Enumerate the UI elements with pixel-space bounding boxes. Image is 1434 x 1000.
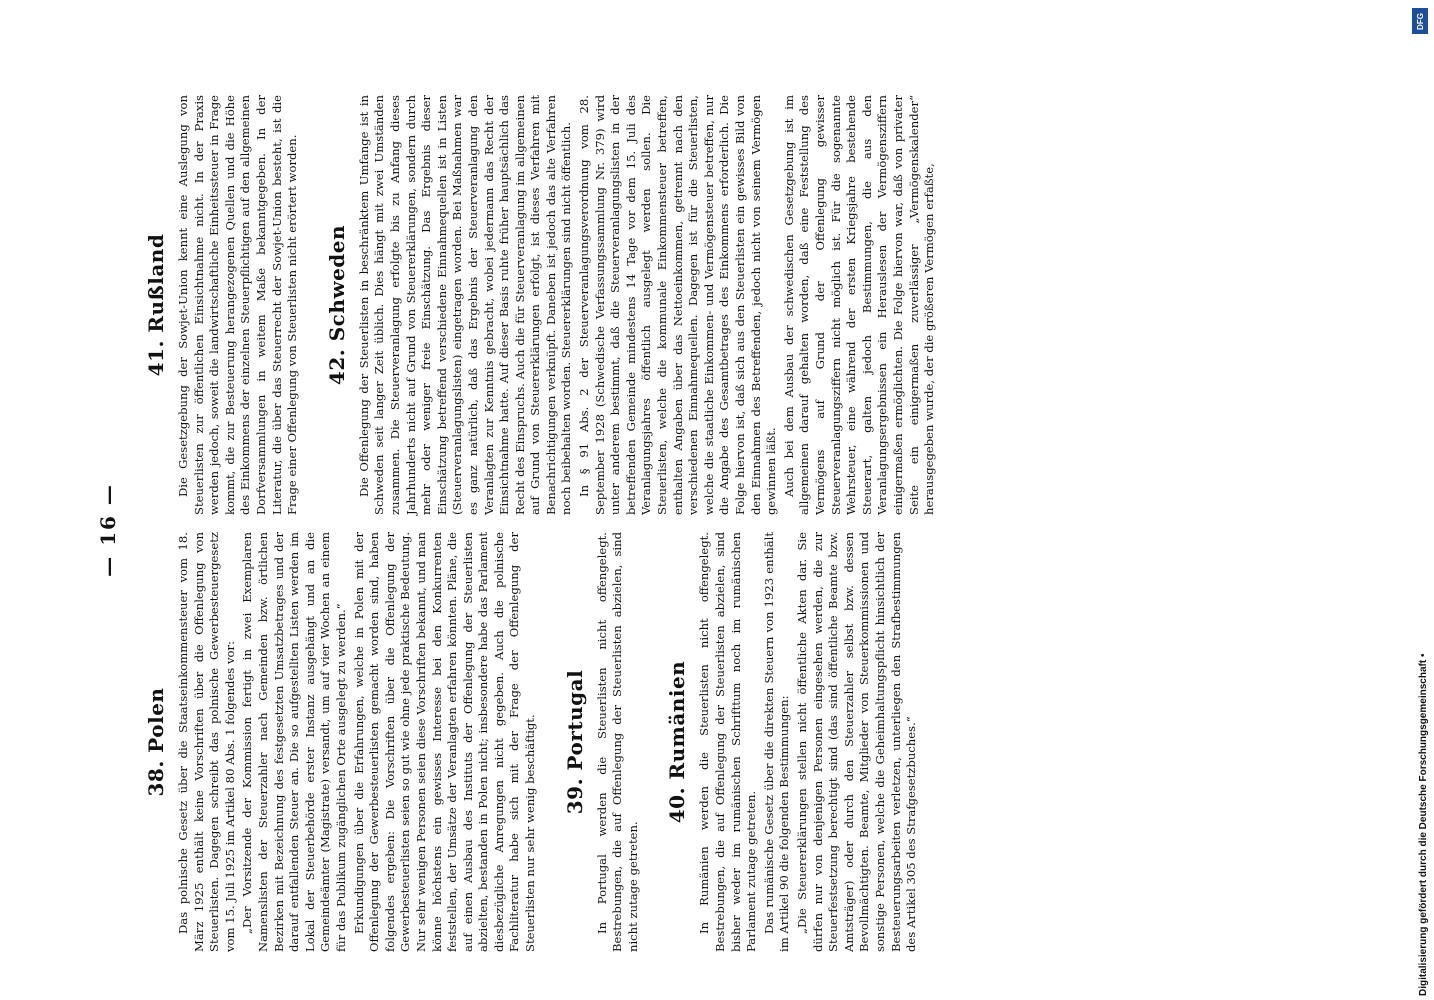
right-column (144, 95, 940, 515)
paragraph: „Der Vorsitzende der Kommission fertigt in zwei Exemplaren Namenslisten der Steuerzahler nach Gemeinden bzw. örtlichen Bezirken mit Bezeichnung des festgesetzten Umsatzbetrages und der darauf entfallenden Steuer an. Die so aufgestellten Listen werden im Lokal der Steuerbehörde erster Instanz ausgehängt und an die Gemeindeämter (Magistrate) versandt, um auf vier Wochen an einem für das Publikum zugänglichen Orte ausgelegt zu werden.“ (240, 532, 348, 952)
paragraph: Auch bei dem Ausbau der schwedischen Gesetzgebung ist im allgemeinen darauf gehalten worden, daß eine Feststellung des Vermögens auf Grund der Offenlegung gewisser Steuerveranlagungsziffern nicht möglich ist. Für die sogenannte Wehrsteuer, eine während der ersten Kriegsjahre bestehende Steuerart, galten jedoch Bestimmungen, die aus den Veranlagungsergebnissen ein Herauslesen der Vermögensziffern einigermaßen ermöglichten. Die Folge hiervon war, daß von privater Seite ein einigermaßen zuverlässiger „Vermögenskalender“ herausgegeben wurde, der die größeren Vermögen erfaßte, (781, 95, 937, 515)
section-heading-portugal: 39. Portugal (562, 669, 587, 815)
paragraph: Erkundigungen über die Erfahrungen, welche in Polen mit der Offenlegung der Gewerbesteuerlisten gemacht worden sind, haben folgendes ergeben: Die Vorschriften über die Offenlegung der Gewerbesteuerlisten seien so gut wie ohne jede praktische Bedeutung. Nur sehr wenigen Personen seien diese Vorschriften bekannt, und man könne höchstens ein gewisses Interesse bei den Konkurrenten feststellen, der Umsätze der Veranlagten erfahren könnten. Pläne, die auf einen Ausbau des Instituts der Offenlegung der Steuerlisten abzielten, bestanden in Polen nicht; insbesondere habe das Parlament diesbezügliche Anregungen nicht gegeben. Auch die polnische Fachliteratur habe sich mit der Frage der Offenlegung der Steuerlisten nur sehr wenig beschäftigt. (351, 532, 538, 952)
paragraph: Das rumänische Gesetz über die direkten Steuern von 1923 enthält im Artikel 90 die folgenden Bestimmungen: (761, 532, 792, 952)
section-heading-russland: 41. Rußland (144, 233, 168, 377)
funding-sidebar (1406, 0, 1432, 1000)
section-heading-rumaenien: 40. Rumänien (665, 660, 690, 824)
dfg-logo: DFG (1412, 8, 1428, 34)
paragraph: Die Offenlegung der Steuerlisten in beschränktem Umfange ist in Schweden seit langer Zeit üblich. Dies hängt mit zwei Umständen zusammen. Die Steuerveranlagung erfolgte bis zu Anfang dieses Jahrhunderts nicht auf Grund von Steuererklärungen, sondern durch mehr oder weniger freie Einschätzung. Das Ergebnis dieser Einschätzung betreffend verschiedene Einnahmequellen ist in Listen (Steuerveranlagungslisten) eingetragen worden. Bei Maßnahmen war es ganz natürlich, daß das Ergebnis der Steuerveranlagung den Veranlagten zur Kenntnis gebracht, wobei jedermann das Recht der Einsichtnahme hatte. Auf dieser Basis ruhte früher hauptsächlich das Recht des Einspruchs. Auch die für Steuerveranlagung im allgemeinen auf Grund von Steuererklärungen erfolgt, ist dieses Verfahren mit Benachrichtigungen verknüpft. Daneben ist jedoch das alte Verfahren noch beibehalten worden. Steuererklärungen sind nicht öffentlich. (356, 95, 574, 515)
paragraph: In Portugal werden die Steuerlisten nicht offengelegt. Bestrebungen, die auf Offenlegung der Steuerlisten abzielen, sind nicht zutage getreten. (594, 532, 640, 952)
rotated-page-content (96, 90, 1316, 970)
paragraph: Die Gesetzgebung der Sowjet-Union kennt eine Auslegung von Steuerlisten zur öffentlichen Einsichtnahme nicht. In der Praxis werden jedoch, soweit die landwirtschaftliche Einheitssteuer in Frage kommt, die zur Besteuerung herangezogenen Quellen und die Höhe des Einkommens der einzelnen Steuerpflichtigen auf den allgemeinen Dorfversammlungen in weitem Maße bekanntgegeben. In der Literatur, die über das Steuerrecht der Sowjet-Union besteht, ist die Frage einer Offenlegung von Steuerlisten nicht erörtert worden. (176, 95, 300, 515)
paragraph: In § 91 Abs. 2 der Steuerveranlagungsverordnung vom 28. September 1928 (Schwedische Verfassungssammlung Nr. 379) wird unter anderem bestimmt, daß die Steuerveranlagungslisten in der betreffenden Gemeinde mindestens 14 Tage vor dem 15. Juli des Veranlagungsjahres öffentlich ausgelegt werden sollen. Die Steuerlisten, welche die kommunale Einkommensteuer betreffen, enthalten Angaben über das Nettoeinkommen, getrennt nach den verschiedenen Einnahmequellen. Dagegen ist für die Steuerlisten, welche die staatliche Einkommen- und Vermögensteuer betreffen, nur die Angabe des Gesamtbetrages des Einkommens erforderlich. Die Folge hiervon ist, daß sich aus den Steuerlisten ein gewisses Bild von den Einnahmen des Betreffenden, jedoch nicht von seinem Vermögen gewinnen läßt. (577, 95, 779, 515)
section-heading-polen: 38. Polen (144, 687, 168, 797)
left-column (144, 532, 922, 952)
funding-notice: Digitalisierung gefördert durch die Deutsche Forschungsgemeinschaft • (1418, 653, 1429, 996)
section-heading-schweden: 42. Schweden (324, 224, 349, 386)
paragraph: „Die Steuererklärungen stellen nicht öffentliche Akten dar. Sie dürfen nur von denjenigen Personen eingesehen werden, die zur Steuerfestsetzung berechtigt sind (das sind öffentliche Beamte bzw. Amtsträger) oder durch den Steuerzahler selbst bzw. dessen Bevollmächtigten. Beamte, Mitglieder von Steuerkommissionen und sonstige Personen, welche die Geheimhaltungspflicht hinsichtlich der Besteuerungsarbeiten verletzen, unterliegen den Strafbestimmungen des Artikel 305 des Strafgesetzbuches.“ (795, 532, 919, 952)
paragraph: In Rumänien werden die Steuerlisten nicht offengelegt. Bestrebungen, die auf Offenlegung der Steuerlisten abzielen, sind bisher weder im rumänischen Schrifttum noch im rumänischen Parlament zutage getreten. (697, 532, 759, 952)
paragraph: Das polnische Gesetz über die Staatseinkommensteuer vom 18. März 1925 enthält keine Vorschriften über die Offenlegung von Steuerlisten. Dagegen schreibt das polnische Gewerbesteuergesetz vom 15. Juli 1925 im Artikel 80 Abs. 1 folgendes vor: (176, 532, 237, 952)
page-number: — 16 — (96, 483, 120, 577)
